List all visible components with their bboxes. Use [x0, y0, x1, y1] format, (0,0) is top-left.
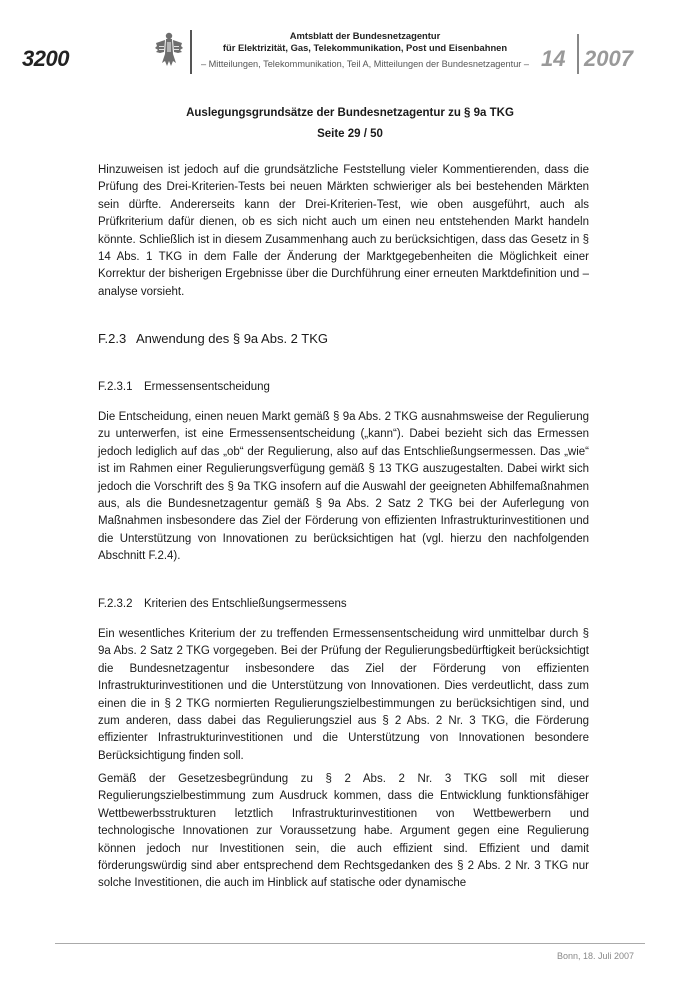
section-number: F.2.3: [98, 331, 127, 346]
page-number: 3200: [22, 46, 69, 71]
section-title: Anwendung des § 9a Abs. 2 TKG: [136, 331, 329, 346]
header-divider: [190, 30, 192, 74]
issue-year: 2007: [584, 46, 633, 71]
section-title: Ermessensentscheidung: [144, 381, 270, 393]
footer-divider: [55, 943, 645, 944]
paragraph: Ein wesentliches Kriterium der zu treffenden Ermessensentscheidung wird unmittelbar durch § 9a Abs. 2 Satz 2 TKG vorgegeben. Bei der Prüfung der Regulierungsbedürftigkeit berücksichtigt die Bundesnetzagentur insbesondere das Ziel der Förderung von effizienten Infrastrukturinvestitionen und die Unterstützung von Innovationen. Dies verdeutlicht, dass zum einen die in § 2 TKG normierten Regulierungszielbestimmungen zu berücksichtigen sind, und zum anderen, dass dabei das Regulierungsziel aus § 2 Abs. 2 Nr. 3 TKG, die Förderung effizienter Infrastrukturinvestitionen und die Unterstützung von Innovationen besondere Berücksichtigung finden soll.: [98, 628, 589, 762]
document-page-indicator: Seite 29 / 50: [317, 128, 383, 140]
issue-number: 14: [541, 46, 566, 71]
publication-section: – Mitteilungen, Telekommunikation, Teil A, Mitteilungen der Bundesnetzagentur –: [200, 59, 530, 69]
document-title: Auslegungsgrundsätze der Bundesnetzagentur zu § 9a TKG: [186, 107, 514, 119]
issue-divider: [577, 34, 579, 74]
publication-title: Amtsblatt der Bundesnetzagentur: [289, 30, 441, 41]
publication-header: [200, 30, 530, 71]
section-number: F.2.3.2: [98, 598, 133, 610]
paragraph: Die Entscheidung, einen neuen Markt gemäß § 9a Abs. 2 TKG ausnahmsweise der Regulierung zu unterwerfen, ist eine Ermessensentscheidung („kann“). Dabei bezieht sich das Ermessen jedoch lediglich auf das „ob“ der Regulierung, also auf das Entschließungsermessen. Das „wie“ ist im Rahmen einer Regulierungsverfügung gemäß § 13 TKG auszugestalten. Dabei wirkt sich jedoch die Vorschrift des § 9a TKG insofern auf die Auswahl der geeigneten Abhilfemaßnahmen aus, als die Bundesnetzagentur gemäß § 9a Abs. 2 Satz 2 TKG bei der Auferlegung von Maßnahmen insbesondere das Ziel der Förderung von effizienten Infrastrukturinvestitionen und die Unterstützung von Innovationen zu berücksichtigen hat (vgl. hierzu den nachfolgenden Abschnitt F.2.4).: [98, 411, 589, 563]
federal-eagle-icon: [154, 30, 184, 68]
section-heading-f23: [98, 331, 328, 346]
section-title: Kriterien des Entschließungsermessens: [144, 598, 347, 610]
publication-subtitle: für Elektrizität, Gas, Telekommunikation, Post und Eisenbahnen: [222, 42, 508, 53]
footer-date: Bonn, 18. Juli 2007: [556, 951, 634, 961]
paragraph: Hinzuweisen ist jedoch auf die grundsätzliche Feststellung vieler Kommentierenden, dass die Prüfung des Drei-Kriterien-Tests bei neuen Märkten schwieriger als bei bestehenden Märkten sein dürfte. Andererseits kann der Drei-Kriterien-Test, wie oben ausgeführt, auch als Prüfkriterium dafür dienen, ob es sich nicht auch um einen neu entstehenden Markt handeln könnte. Schließlich ist in diesem Zusammenhang auch zu berücksichtigen, dass das Gesetz in § 14 Abs. 1 TKG in dem Falle der Änderung der Marktgegebenheiten die Möglichkeit einer Korrektur der bisherigen Ergebnisse über die Durchführung einer erneuten Marktdefinition und –analyse vorsieht.: [98, 164, 589, 298]
paragraph: Gemäß der Gesetzesbegründung zu § 2 Abs. 2 Nr. 3 TKG soll mit dieser Regulierungszielbestimmung zum Ausdruck kommen, dass die Entwicklung funktionsfähiger Wettbewerbsstrukturen letztlich Infrastrukturinvestitionen von Wettbewerbern und technologische Innovationen zur Voraussetzung habe. Argument gegen eine Regulierung können jedoch nur Investitionen sein, die auch effizient sind. Effizient und damit förderungswürdig sind aber entsprechend dem Rechtsgedanken des § 2 Abs. 2 Nr. 3 TKG nur solche Investitionen, die auch im Hinblick auf statische oder dynamische: [98, 773, 589, 890]
section-number: F.2.3.1: [98, 381, 133, 393]
section-heading-f231: [98, 381, 270, 393]
section-heading-f232: [98, 598, 347, 610]
